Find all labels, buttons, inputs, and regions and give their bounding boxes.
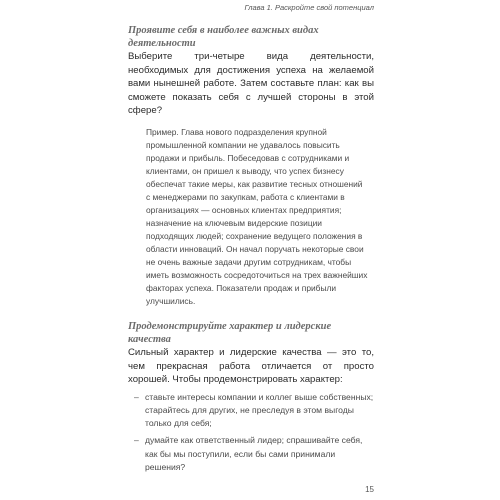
list-item (128, 391, 374, 431)
section-heading-activities: Проявите себя в наиболее важных видах деятельности (128, 25, 319, 49)
bullet-marker: – (134, 391, 139, 402)
example-paragraph: Пример. Глава нового подразделения крупной промышленной компании не удавалось повысить продажи и прибыль. Побеседовав с сотрудниками и клиентами, он пришел к выводу, что успех бизнесу обеспечат такие меры, как развитие тесных отношений с менеджерами по закупкам, работа с клиентами в организациях — основных клиентах предприятия; назначение на ключевым видерские позиции подходящих людей; сохранение ведущего положения в области инноваций. Он начал поручать некоторые свои не очень важные задачи другим сотрудникам, чтобы иметь возможность сосредоточиться на трех важнейших факторах успеха. Показатели продаж и прибыли улучшились. (146, 126, 368, 306)
list-item (128, 434, 374, 474)
list-item-text: ставьте интересы компании и коллег выше собственных; старайтесь для других, не преследуя в этом выгоды только для себя; (145, 391, 374, 429)
page-content (128, 24, 374, 478)
section-body-activities: Выберите три-четыре вида деятельности, необходимых для достижения успеха на желаемой вами нынешней работе. Затем составьте план: как вы сможете показать себя с лучшей стороны в этой сфере? (128, 51, 374, 117)
section-body-character: Сильный характер и лидерские качества — это то, чем прекрасная работа отличается от просто хорошей. Чтобы продемонстрировать характер: (128, 346, 374, 386)
bullet-marker: – (134, 435, 139, 446)
bullet-list (128, 391, 374, 474)
page-number: 15 (365, 485, 374, 494)
running-header: Глава 1. Раскройте свой потенциал (244, 3, 374, 12)
section-heading-character: Продемонстрируйте характер и лидерские качества (128, 320, 332, 345)
section-gap (128, 308, 374, 320)
list-item-text: думайте как ответственный лидер; спрашивайте себя, как бы мы поступили, если бы сами принимали решения? (145, 435, 363, 472)
